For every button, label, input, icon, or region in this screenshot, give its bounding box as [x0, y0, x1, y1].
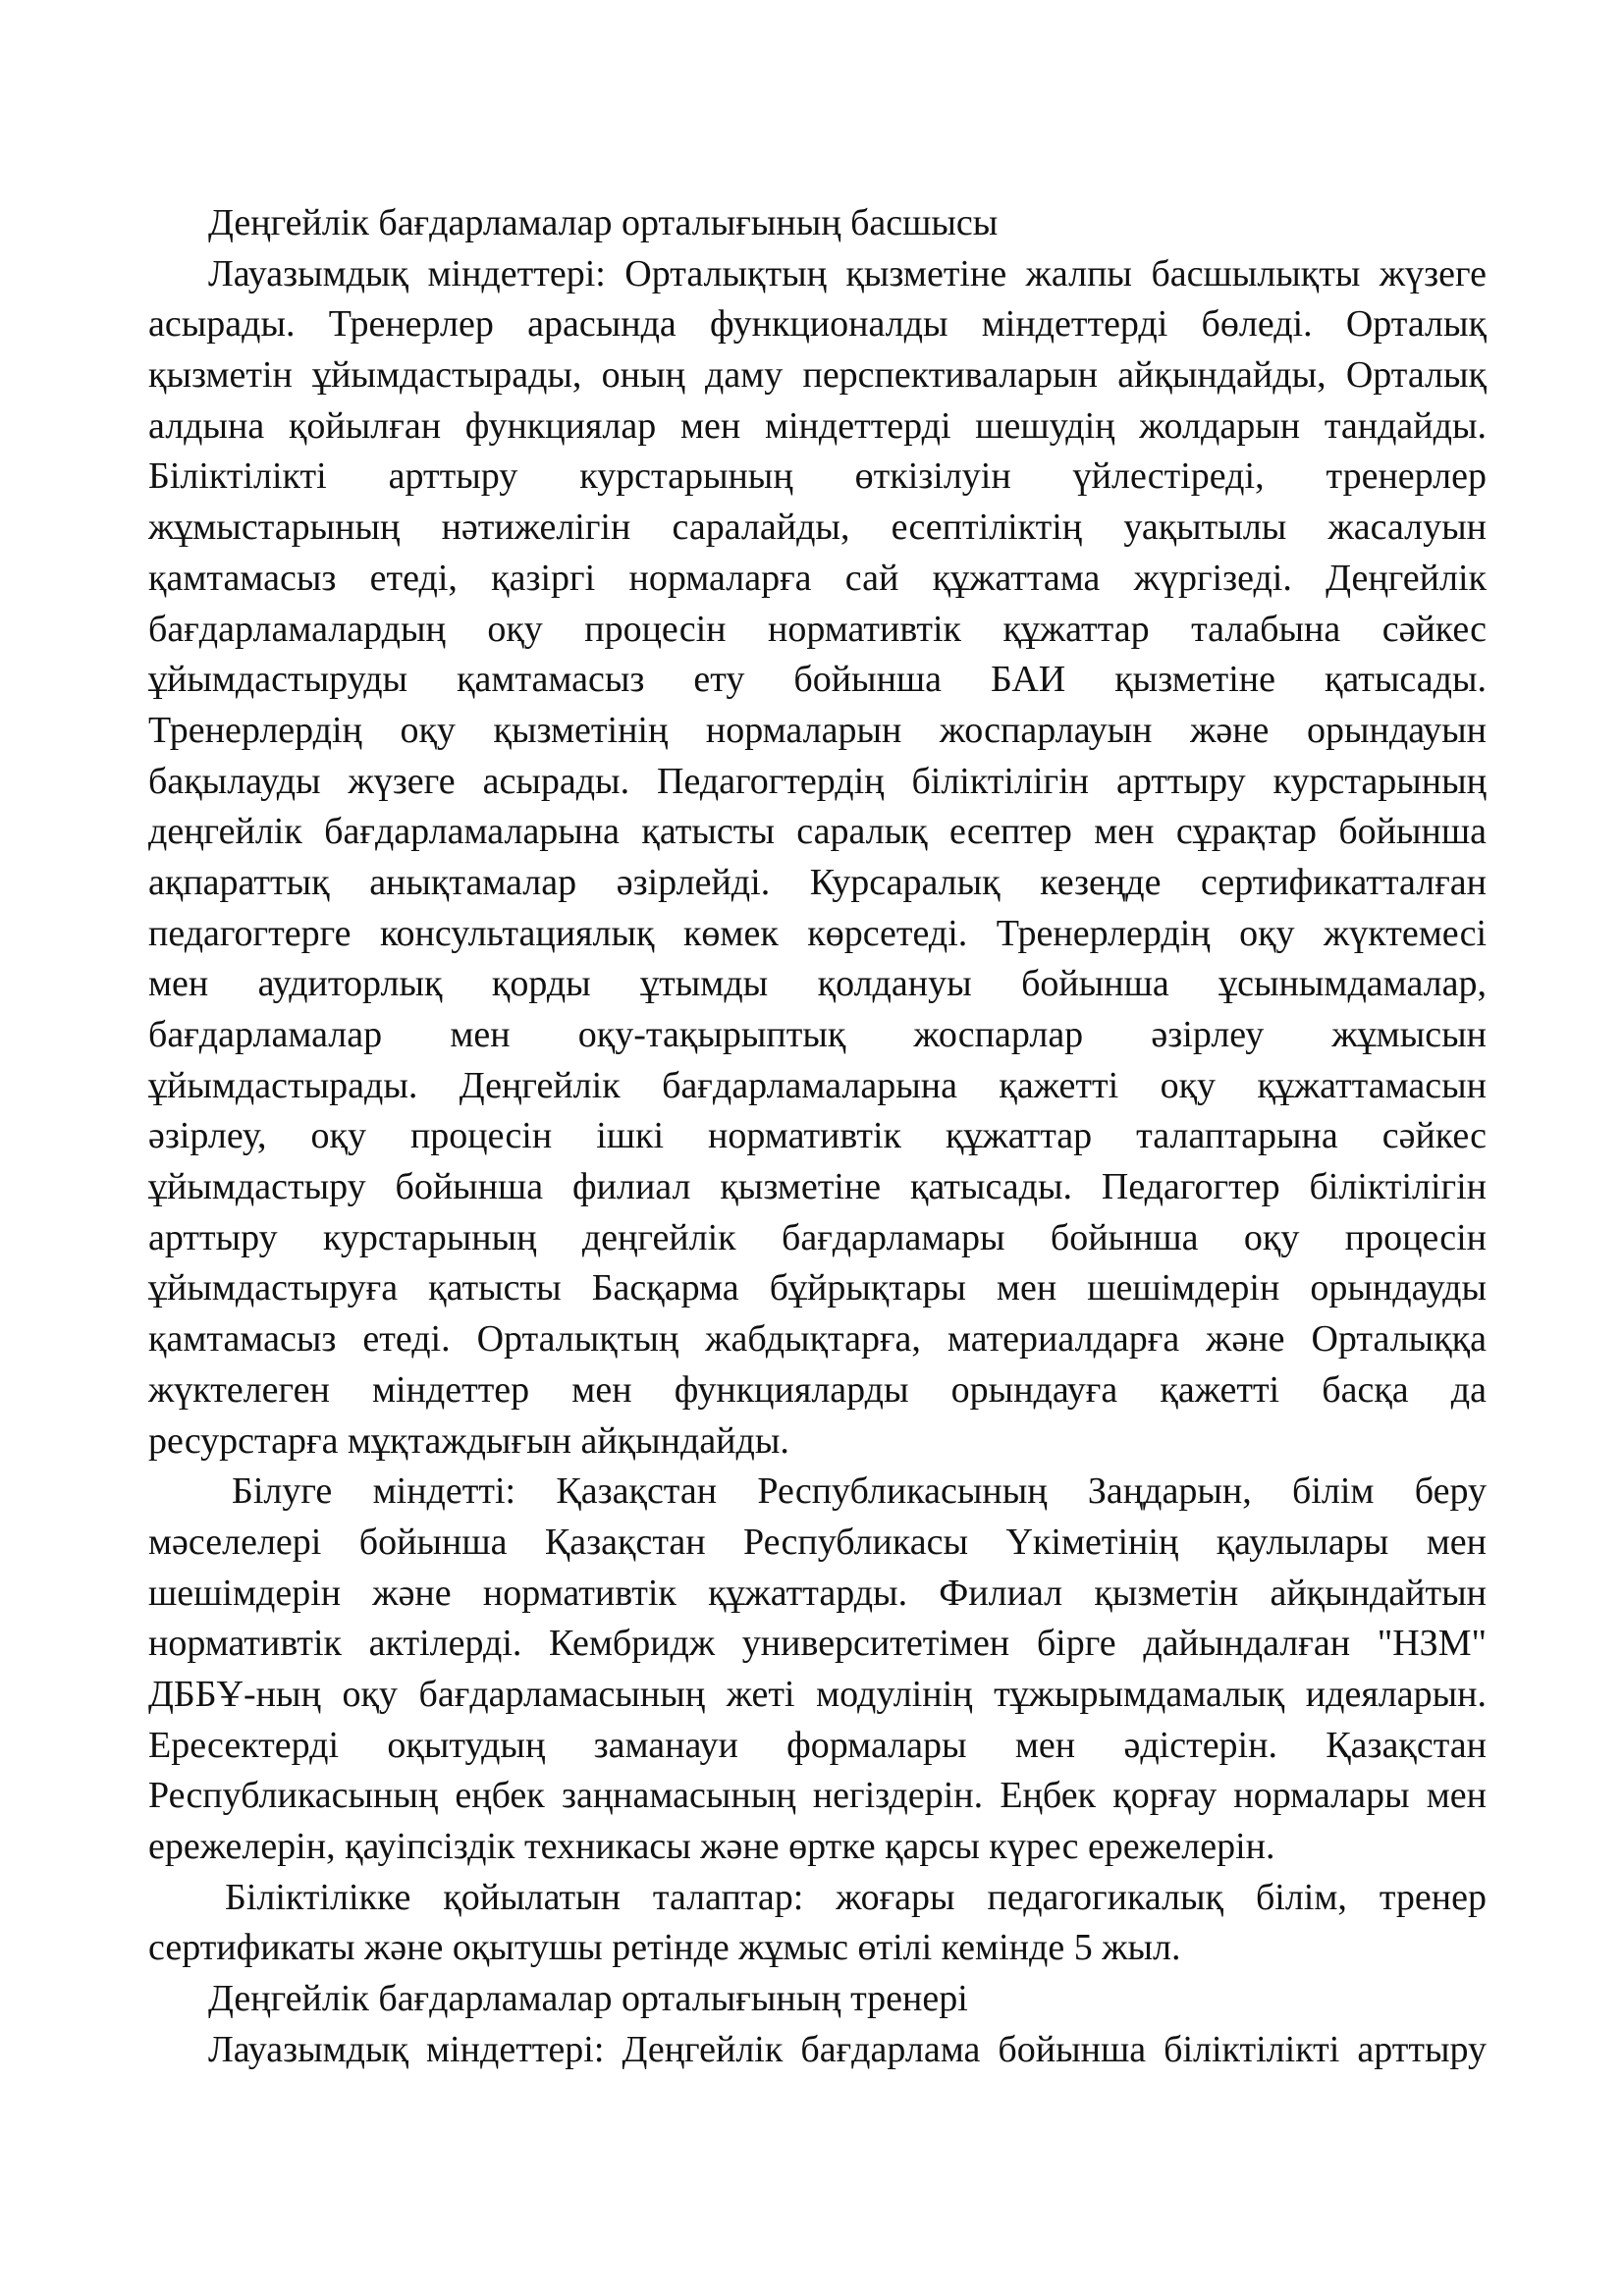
text-line: ұйымдастыруға қатысты Басқарма бұйрықтары мен шешімдерін орындауды	[148, 1267, 1487, 1309]
text-line: қамтамасыз етеді. Орталықтың жабдықтарға, материалдарға және Орталыққа	[148, 1318, 1487, 1361]
text-line: Ересектерді оқытудың заманауи формалары мен әдістерін. Қазақстан	[148, 1724, 1487, 1766]
text-line: қамтамасыз етеді, қазіргі нормаларға сай құжаттама жүргізеді. Деңгейлік	[148, 557, 1487, 599]
text-line: мәселелері бойынша Қазақстан Республикасы Үкіметінің қаулылары мен	[148, 1521, 1487, 1563]
text-line: асырады. Тренерлер арасында функционалды міндеттерді бөледі. Орталық	[148, 303, 1487, 346]
text-line: сертификаты және оқытушы ретінде жұмыс өтілі кемінде 5 жыл.	[148, 1927, 1181, 1969]
paragraph	[148, 2025, 1487, 2076]
text-line: жүктелеген міндеттер мен функцияларды орындауға қажетті басқа да	[148, 1368, 1487, 1411]
text-line: Біліктілікке қойылатын талаптар: жоғары педагогикалық білім, тренер	[225, 1876, 1487, 1918]
paragraph	[148, 249, 1487, 1468]
text-line: әзірлеу, оқу процесін ішкі нормативтік құжаттар талаптарына сәйкес	[148, 1115, 1487, 1157]
text-line: деңгейлік бағдарламаларына қатысты саралық есептер мен сұрақтар бойынша	[148, 811, 1487, 853]
text-line: Білуге міндетті: Қазақстан Республикасының Заңдарын, білім беру	[232, 1470, 1487, 1513]
text-line: жұмыстарының нәтижелігін саралайды, есептіліктің уақытылы жасалуын	[148, 507, 1487, 549]
text-line: ережелерін, қауіпсіздік техникасы және өртке қарсы күрес ережелерін.	[148, 1826, 1275, 1867]
text-line: алдына қойылған функциялар мен міндеттерді шешудің жолдарын тандайды.	[148, 404, 1487, 447]
paragraph	[148, 1974, 1487, 2025]
text-line: шешімдерін және нормативтік құжаттарды. Филиал қызметін айқындайтын	[148, 1572, 1487, 1614]
text-line: Лауазымдық міндеттері: Деңгейлік бағдарлама бойынша біліктілікті арттыру	[208, 2028, 1487, 2070]
paragraph	[148, 1873, 1487, 1974]
text-line: Республикасының еңбек заңнамасының негіздерін. Еңбек қорғау нормалары мен	[148, 1775, 1487, 1817]
text-line: мен аудиторлық қорды ұтымды қолдануы бойынша ұсынымдамалар,	[148, 963, 1487, 1005]
text-line: ұйымдастыру бойынша филиал қызметіне қатысады. Педагогтер біліктілігін	[148, 1166, 1487, 1208]
text-line: нормативтік актілерді. Кембридж университетімен бірге дайындалған "НЗМ"	[148, 1623, 1487, 1665]
text-line: бағдарламалар мен оқу-тақырыптық жоспарлар әзірлеу жұмысын	[148, 1014, 1487, 1055]
text-line: Деңгейлік бағдарламалар орталығының басшысы	[208, 202, 999, 243]
paragraph	[148, 1467, 1487, 1873]
text-line: арттыру курстарының деңгейлік бағдарламары бойынша оқу процесін	[148, 1216, 1487, 1258]
text-line: Деңгейлік бағдарламалар орталығының тренері	[208, 1978, 968, 2020]
text-line: ақпараттық анықтамалар әзірлейді. Курсаралық кезеңде сертификатталған	[148, 861, 1487, 903]
document-page	[148, 198, 1487, 2075]
text-line: бағдарламалардың оқу процесін нормативтік құжаттар талабына сәйкес	[148, 608, 1487, 650]
text-line: Тренерлердің оқу қызметінің нормаларын жоспарлауын және орындауын	[148, 709, 1487, 751]
text-line: ұйымдастыруды қамтамасыз ету бойынша БАИ қызметіне қатысады.	[148, 659, 1487, 701]
text-line: ұйымдастырады. Деңгейлік бағдарламаларына қажетті оқу құжаттамасын	[148, 1064, 1487, 1106]
text-line: қызметін ұйымдастырады, оның даму перспективаларын айқындайды, Орталық	[148, 354, 1487, 397]
text-line: ДББҰ-ның оқу бағдарламасының жеті модулінің тұжырымдамалық идеяларын.	[148, 1673, 1487, 1715]
paragraph	[148, 198, 1487, 249]
text-line: бақылауды жүзеге асырады. Педагогтердің біліктілігін арттыру курстарының	[148, 760, 1487, 802]
text-line: Лауазымдық міндеттері: Орталықтың қызметіне жалпы басшылықты жүзеге	[208, 252, 1487, 294]
text-line: педагогтерге консультациялық көмек көрсетеді. Тренерлердің оқу жүктемесі	[148, 912, 1487, 954]
text-line: Біліктілікті арттыру курстарының өткізілуін үйлестіреді, тренерлер	[148, 455, 1487, 498]
text-line: ресурстарға мұқтаждығын айқындайды.	[148, 1419, 789, 1462]
